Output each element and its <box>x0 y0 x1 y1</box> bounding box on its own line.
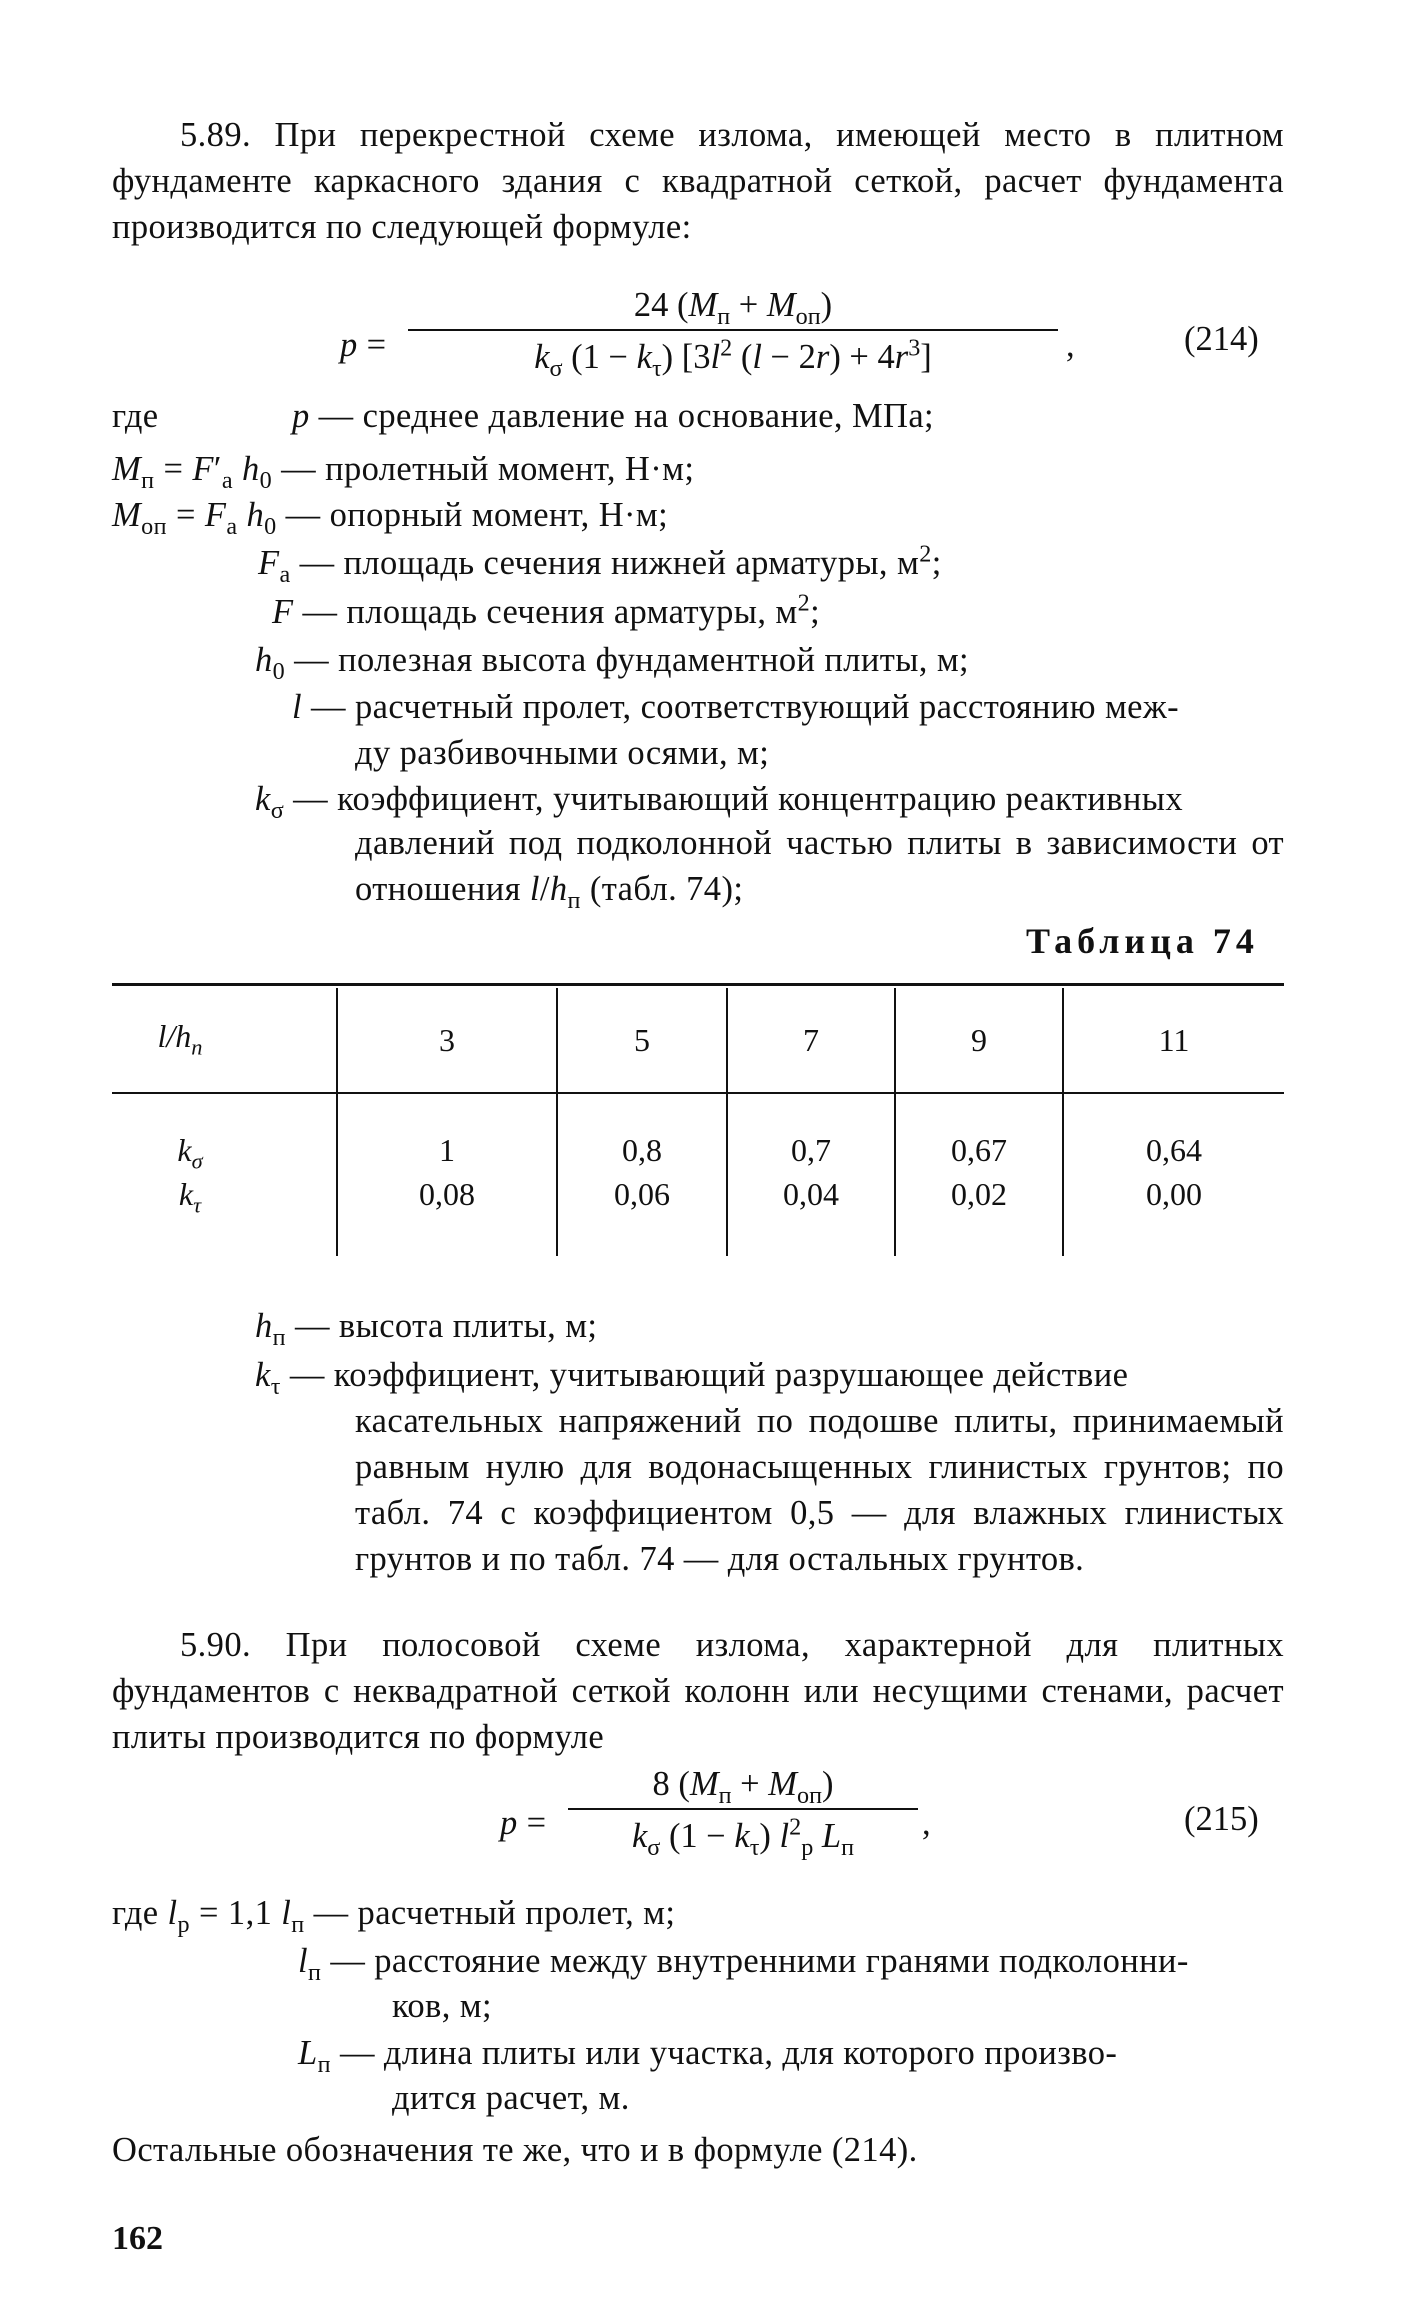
def-fa: $F_a$ — площадь сечения нижней арматуры, $м^2$; <box>258 540 942 588</box>
formula-215-denominator: $k_\sigma$ $(1 - k_\tau)$ $l^2_p$ $L_п$ <box>631 1813 855 1861</box>
formula-214-denominator: $k_\sigma$ $(1 - k_\tau)$ [$3l^2$ $(l - 2r) + 4r^3$] <box>534 334 932 382</box>
formula-214-lhs: p = <box>340 326 387 364</box>
formula-214-number: (214) <box>1184 320 1259 358</box>
table-cell: 1 <box>439 1132 455 1168</box>
table-cell: 0,02 <box>951 1176 1007 1212</box>
def-ln-cont: ков, м; <box>392 1987 493 2025</box>
table-74-title: Таблица 74 <box>1026 921 1259 961</box>
formula-215-comma: , <box>922 1804 932 1842</box>
formula-214-fraction <box>408 283 1058 382</box>
formula-214-numerator: 24 $(M_п + M_{оп})$ <box>633 286 833 330</box>
def-p: p — среднее давление на основание, МПа; <box>292 397 935 435</box>
def-ktau-cont: касательных напряжений по подошве плиты, принимаемый равным нулю для водонасыщенных глинистых грунтов; по табл. 74 с коэффициентом 0,5 — для влажных глинистых грунтов и по табл. 74 — для остальных грунтов. <box>355 1402 1284 1578</box>
table-header-cell: 3 <box>439 1022 455 1058</box>
def-ksigma-head: $k_\sigma$ — коэффициент, учитывающий концентрацию реактивных <box>255 780 1184 824</box>
def-l-head: l — расчетный пролет, соответствующий расстоянию меж- <box>292 688 1180 726</box>
table-cell: 0,64 <box>1146 1132 1202 1168</box>
section-5-89-text: 5.89. При перекрестной схеме излома, имеющей место в плитном фундаменте каркасного здания с квадратной сеткой, расчет фундамента производится по следующей формуле: <box>112 116 1284 246</box>
section-5-90-text: 5.90. При полосовой схеме излома, характерной для плитных фундаментов с неквадратной сеткой колонн или несущими стенами, расчет плиты производится по формуле <box>112 1626 1284 1756</box>
table-cell: 0,8 <box>622 1132 662 1168</box>
table-header-label: $l/h_п$ <box>157 1018 203 1060</box>
def-ln-head: $l_п$ — расстояние между внутренними гранями подколонни- <box>298 1942 1189 1986</box>
def-f: F — площадь сечения арматуры, $м^2$; <box>272 589 821 631</box>
table-header-cell: 9 <box>971 1022 987 1058</box>
table-cell: 0,08 <box>419 1176 475 1212</box>
def-l-cont: ду разбивочными осями, м; <box>355 734 770 772</box>
def-h0: $h_0$ — полезная высота фундаментной плиты, м; <box>255 641 970 685</box>
def-lp: где $l_p = 1,1$ $l_п$ — расчетный пролет, м; <box>112 1894 676 1938</box>
def-Ln-cont: дится расчет, м. <box>392 2079 630 2117</box>
table-cell: 0,06 <box>614 1176 670 1212</box>
def-mp: $M_п = F'_a$ $h_0$ — пролетный момент, Н·м; <box>112 450 695 494</box>
table-header-cell: 5 <box>634 1022 650 1058</box>
table-row-label-ksigma: $k_\sigma$ <box>177 1132 203 1174</box>
table-cell: 0,67 <box>951 1132 1007 1168</box>
table-top-rule <box>112 983 1284 986</box>
formula-215-numerator: 8 $(M_п + M_{оп})$ <box>652 1765 834 1809</box>
def-mop: $M_{оп} = F_a$ $h_0$ — опорный момент, Н·м; <box>112 496 669 540</box>
table-header-rule <box>112 1092 1284 1094</box>
def-ksigma-cont: давлений под подколонной частью плиты в зависимости от отношения $l/h_п$ (табл. 74); <box>355 824 1284 914</box>
page-number: 162 <box>112 2220 163 2257</box>
def-hp: $h_п$ — высота плиты, м; <box>255 1307 598 1351</box>
def-Ln-head: $L_п$ — длина плиты или участка, для которого произво- <box>298 2034 1118 2078</box>
table-header-cell: 7 <box>803 1022 819 1058</box>
formula-215-number: (215) <box>1184 1800 1259 1838</box>
table-cell: 0,7 <box>791 1132 831 1168</box>
where-label: где <box>112 397 159 435</box>
def-ktau-head: $k_\tau$ — коэффициент, учитывающий разрушающее действие <box>255 1356 1129 1400</box>
table-cell: 0,00 <box>1146 1176 1202 1212</box>
formula-215-fraction <box>568 1762 918 1861</box>
table-cell: 0,04 <box>783 1176 839 1212</box>
table-row-label-ktau: $k_\tau$ <box>178 1176 202 1218</box>
closing-line: Остальные обозначения те же, что и в формуле (214). <box>112 2131 918 2169</box>
formula-215-lhs: p = <box>500 1804 547 1842</box>
table-header-cell: 11 <box>1158 1022 1190 1058</box>
formula-214-comma: , <box>1066 326 1076 364</box>
